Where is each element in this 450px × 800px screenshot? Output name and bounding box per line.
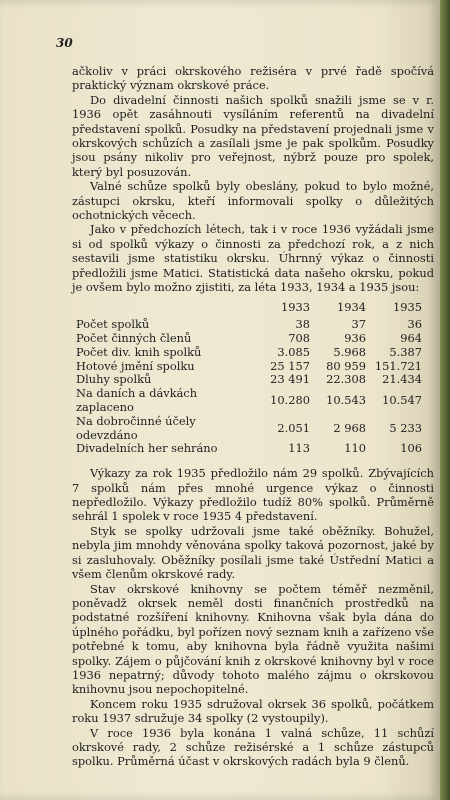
row-label: Divadelních her sehráno (76, 441, 218, 456)
cell-1935: 964 (400, 331, 422, 346)
cell-1933: 708 (288, 331, 310, 346)
paragraph-8: Koncem roku 1935 sdružoval okrsek 36 spolků, počátkem roku 1937 sdružuje 34 spolky (2 vystoupily). (72, 696, 434, 726)
cell-1935: 10.547 (382, 393, 422, 408)
year-header: 1933 (281, 299, 310, 314)
cell-1933: 10.280 (270, 393, 310, 408)
cell-1933: 3.085 (277, 344, 310, 359)
table-row (76, 387, 422, 415)
table-header-row (76, 301, 422, 319)
row-label: Dluhy spolků (76, 372, 152, 387)
table-row (76, 346, 422, 360)
cell-1934: 2 968 (333, 420, 366, 435)
paragraph-9: V roce 1936 byla konána 1 valná schůze, 11 schůzí okrskové rady, 2 schůze režisérské a 1 schůze zástupců spolku. Průměrná účast v okrskových radách byla 9 členů. (72, 725, 434, 769)
cell-1933: 23 491 (270, 372, 310, 387)
table-row (76, 373, 422, 387)
table-row (76, 332, 422, 346)
table-row (76, 415, 422, 443)
cell-1933: 2.051 (277, 420, 310, 435)
cell-1934: 80 959 (326, 358, 366, 373)
paragraph-1: ačkoliv v práci okrskového režiséra v prvé řadě spočívá praktický význam okrskové práce. (72, 64, 434, 93)
page-text (72, 64, 434, 769)
cell-1933: 113 (288, 441, 310, 456)
cell-1934: 936 (344, 331, 366, 346)
cell-1934: 110 (344, 441, 366, 456)
page-number: 30 (56, 36, 73, 50)
cell-1935: 21.434 (382, 372, 422, 387)
cell-1934: 22.308 (326, 372, 366, 387)
cell-1935: 36 (407, 317, 422, 332)
cell-1935: 5 233 (389, 420, 422, 435)
statistics-table (76, 301, 422, 457)
cell-1934: 10.543 (326, 393, 366, 408)
paragraph-4: Jako v předchozích létech, tak i v roce 1936 vyžádali jsme si od spolků výkazy o činnosti za předchozí rok, a z nich sestavili jsme statistiku okrsku. Úhrnný výkaz o činnosti předložili jsme Matici. Statistická data našeho okrsku, pokud je ovšem bylo možno zjistiti, za léta 1933, 1934 a 1935 jsou: (72, 222, 434, 295)
paragraph-2: Do divadelní činnosti našich spolků snažili jsme se v r. 1936 opět zasáhnouti vysíláním referentů na divadelní představení spolků. Posudky na představení projednali jsme v okrskových schůzích a zasílali jsme je pak spolkům. Posudky jsou psány nikoliv pro veřejnost, nýbrž pouze pro spolek, který byl posuzován. (72, 92, 434, 179)
cell-1935: 5.387 (389, 344, 422, 359)
book-cover-edge (440, 0, 450, 800)
table-row (76, 442, 422, 456)
year-header: 1934 (337, 299, 366, 314)
row-label: Počet činných členů (76, 331, 192, 346)
table-row (76, 360, 422, 374)
paragraph-5: Výkazy za rok 1935 předložilo nám 29 spolků. Zbývajících 7 spolků nám přes mnohé urgence výkaz o činnosti nepředložilo. Výkazy předložilo tudíž 80% spolků. Průměrně sehrál 1 spolek v roce 1935 4 představení. (72, 466, 434, 524)
year-header: 1935 (393, 299, 422, 314)
paragraph-6: Styk se spolky udržovali jsme také oběžníky. Bohužel, nebyla jim mnohdy věnována spolky taková pozornost, jaké by si zasluhovaly. Oběžníky posílali jsme také Ústřední Matici a všem členům okrskové rady. (72, 523, 434, 582)
table-row (76, 318, 422, 332)
table-corner (76, 301, 254, 319)
paragraph-7: Stav okrskové knihovny se počtem téměř nezměnil, poněvadž okrsek neměl dosti finančních prostředků na podstatné rozšíření knihovny. Knihovna však byla dána do úplného pořádku, byl pořízen nový seznam knih a zařízeno vše potřebné k tomu, aby knihovna byla řádně využita našimi spolky. Zájem o půjčování knih z okrskové knihovny byl v roce 1936 nepatrný; důvody tohoto malého zájmu o okrskovou knihovnu jsou nepochopitelné. (72, 581, 434, 697)
paragraph-3: Valné schůze spolků byly obeslány, pokud to bylo možné, zástupci okrsku, kteří informovali spolky o důležitých ochotnických věcech. (72, 179, 434, 223)
cell-1934: 5.968 (333, 344, 366, 359)
row-label: Počet div. knih spolků (76, 344, 202, 359)
row-label: Počet spolků (76, 317, 150, 332)
row-label: Na daních a dávkách zaplaceno (76, 386, 198, 415)
cell-1935: 151.721 (374, 358, 422, 373)
row-label: Hotové jmění spolku (76, 358, 195, 373)
cell-1933: 25 157 (270, 358, 310, 373)
cell-1935: 106 (400, 441, 422, 456)
row-label: Na dobročinné účely odevzdáno (76, 413, 196, 442)
cell-1933: 38 (295, 317, 310, 332)
cell-1934: 37 (351, 317, 366, 332)
